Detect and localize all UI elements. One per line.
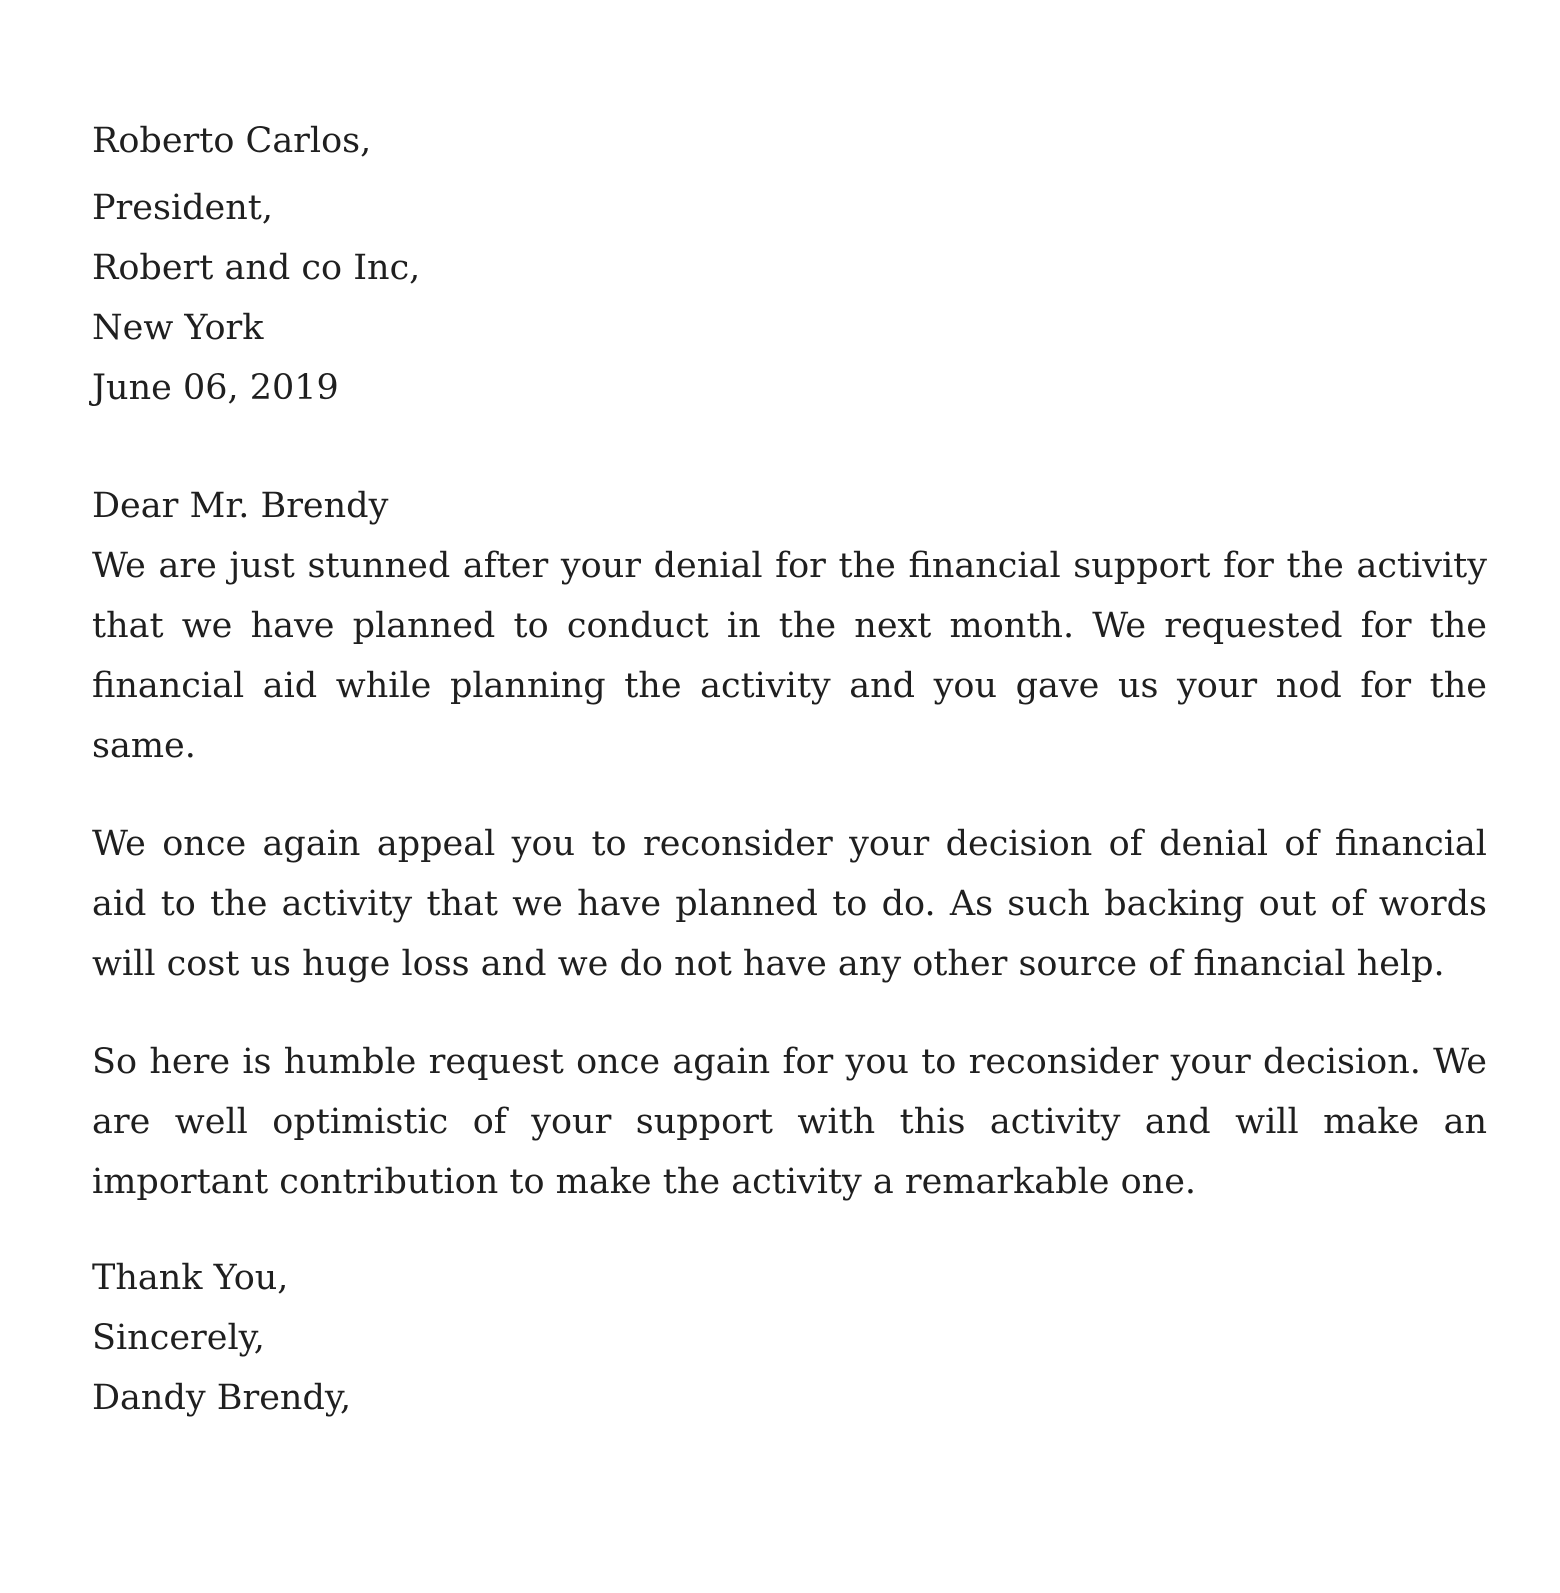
recipient-name: Roberto Carlos, — [92, 121, 372, 161]
body-paragraph-2: We once again appeal you to reconsider your decision of denial of financial aid to the activity that we have planned to do. As such backing out of words will cost us huge loss and we do not have any other source of financial help. — [92, 824, 1487, 984]
body-paragraph-1: We are just stunned after your denial for the financial support for the activity that we have planned to conduct in the next month. We requested for the financial aid while planning the activity and you gave us your nod for the same. — [92, 546, 1487, 766]
closing-sign-off: Sincerely, — [92, 1318, 265, 1358]
body-paragraph-3: So here is humble request once again for you to reconsider your decision. We are well optimistic of your support with this activity and will make an important contribution to make the activity a remarkable one. — [92, 1042, 1487, 1202]
letter-body — [92, 112, 1487, 1428]
closing-block — [92, 1248, 1487, 1428]
letter-date: June 06, 2019 — [92, 368, 339, 408]
sender-name: Dandy Brendy, — [92, 1378, 352, 1418]
recipient-title: President, — [92, 188, 273, 228]
recipient-address — [92, 112, 1487, 418]
closing-thanks: Thank You, — [92, 1258, 289, 1298]
recipient-company: Robert and co Inc, — [92, 248, 421, 288]
salutation: Dear Mr. Brendy — [92, 486, 389, 526]
recipient-city: New York — [92, 308, 264, 348]
